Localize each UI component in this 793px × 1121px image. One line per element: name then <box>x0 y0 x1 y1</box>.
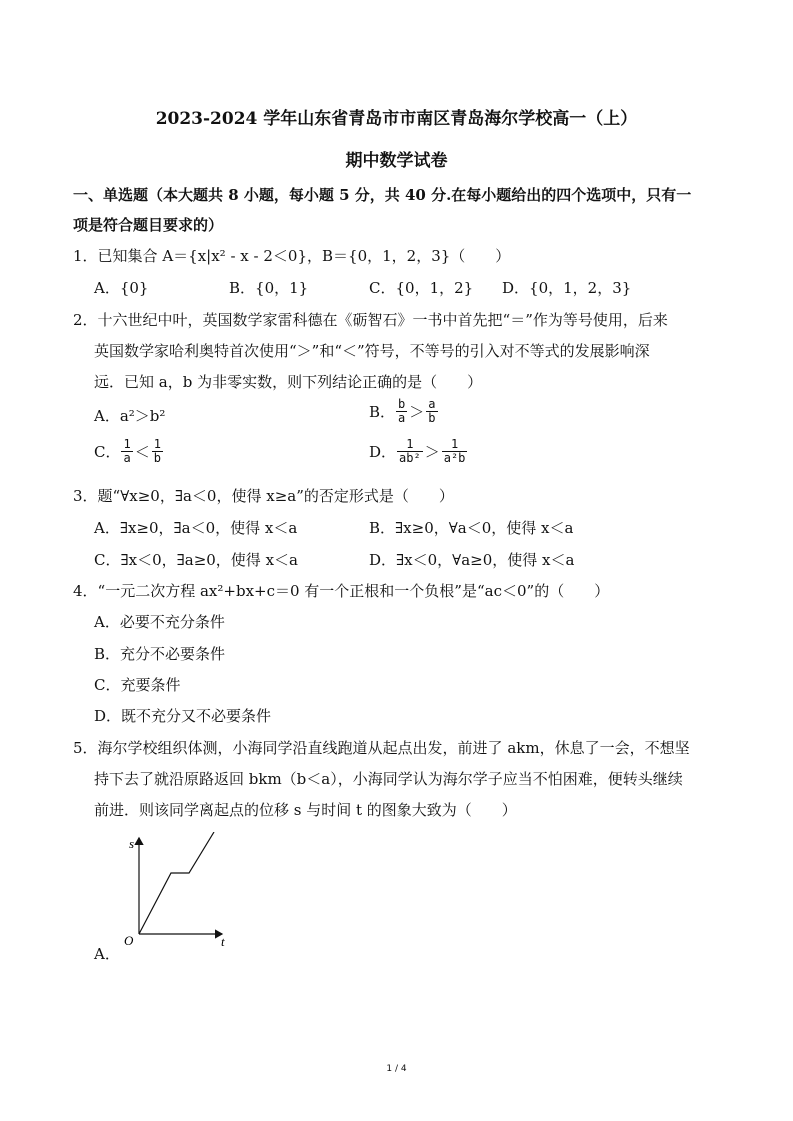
question-3-option-c: C．∃x＜0，∃a≥0，使得 x＜a <box>94 551 298 569</box>
x-axis-label: t <box>221 934 225 949</box>
question-3-option-a: A．∃x≥0，∃a＜0，使得 x＜a <box>94 519 298 537</box>
question-5-line2: 持下去了就沿原路返回 bkm（b＜a），小海同学认为海尔学子应当不怕困难，便转头继续 <box>94 770 683 788</box>
question-number: 4． <box>73 582 98 600</box>
question-4-option-a: A．必要不充分条件 <box>94 613 225 631</box>
question-2-line2: 英国数学家哈利奥特首次使用“＞”和“＜”符号，不等号的引入对不等式的发展影响深 <box>94 342 650 360</box>
question-5-line1: 5．海尔学校组织体测，小海同学沿直线跑道从起点出发，前进了 akm，休息了一会，不想坚 <box>73 739 690 757</box>
question-2-option-b: B． $\frac{b}{a}$ ＞ $\frac{a}{b}$ <box>369 397 436 425</box>
fraction: $\frac{b}{a}$ <box>398 397 406 425</box>
question-1-option-d: D．{0，1，2，3} <box>502 279 632 297</box>
question-number: 1． <box>73 247 98 265</box>
question-5-option-a-label: A． <box>94 945 120 963</box>
question-3-option-b: B．∃x≥0，∀a＜0，使得 x＜a <box>369 519 574 537</box>
y-axis-label: s <box>129 836 135 851</box>
origin-label: O <box>124 933 134 948</box>
fraction: $\frac{1}{b}$ <box>153 437 161 465</box>
question-4-option-d: D．既不充分又不必要条件 <box>94 707 272 725</box>
graph-line <box>139 832 214 934</box>
question-1-stem: 1．已知集合 A＝{x|x² - x - 2＜0}，B＝{0，1，2，3}（ ） <box>73 247 511 265</box>
set-b: B＝{0，1，2，3}（ ） <box>322 247 511 265</box>
section-heading-line2: 项是符合题目要求的） <box>73 216 224 234</box>
question-4-stem: 4．“一元二次方程 ax²+bx+c＝0 有一个正根和一个负根”是“ac＜0”的（ ） <box>73 582 610 600</box>
question-2-option-a: A．a²＞b² <box>94 407 166 425</box>
question-number: 3． <box>73 487 98 505</box>
question-4-option-b: B．充分不必要条件 <box>94 645 226 663</box>
question-1-option-a: A．{0} <box>94 279 149 297</box>
question-3-stem: 3．题“∀x≥0，∃a＜0，使得 x≥a”的否定形式是（ ） <box>73 487 454 505</box>
question-2-line3: 远．已知 a，b 为非零实数，则下列结论正确的是（ ） <box>94 373 483 391</box>
section-heading-line1: 一、单选题（本大题共 8 小题，每小题 5 分，共 40 分.在每小题给出的四个选项中，只有一 <box>73 186 692 204</box>
question-3-option-d: D．∃x＜0，∀a≥0，使得 x＜a <box>369 551 575 569</box>
page-number: 1 / 4 <box>386 1064 407 1074</box>
question-2-option-d: D． $\frac{1}{\text{ab²}}$ ＞ $\frac{1}{\text{a²b}}$ <box>369 437 466 465</box>
question-2-option-c: C． $\frac{1}{a}$ ＜ $\frac{1}{b}$ <box>94 437 161 465</box>
fraction: $\frac{1}{\text{ab²}}$ <box>399 437 421 465</box>
question-5-line3: 前进．则该同学离起点的位移 s 与时间 t 的图象大致为（ ） <box>94 801 517 819</box>
fraction: $\frac{1}{a}$ <box>123 437 131 465</box>
exam-title-line1: 2023-2024 学年山东省青岛市市南区青岛海尔学校高一（上） <box>155 109 638 129</box>
question-2-line1: 2．十六世纪中叶，英国数学家雷科德在《砺智石》一书中首先把“＝”作为等号使用，后来 <box>73 311 668 329</box>
exam-title-line2: 期中数学试卷 <box>345 151 448 171</box>
displacement-time-graph <box>110 832 240 957</box>
fraction: $\frac{a}{b}$ <box>428 397 436 425</box>
fraction: $\frac{1}{\text{a²b}}$ <box>443 437 466 465</box>
question-number: 5． <box>73 739 98 757</box>
question-1-option-c: C．{0，1，2} <box>369 279 474 297</box>
question-number: 2． <box>73 311 98 329</box>
question-4-option-c: C．充要条件 <box>94 676 181 694</box>
set-a: A＝{x|x² - x - 2＜0}， <box>162 247 322 265</box>
question-1-option-b: B．{0，1} <box>229 279 309 297</box>
